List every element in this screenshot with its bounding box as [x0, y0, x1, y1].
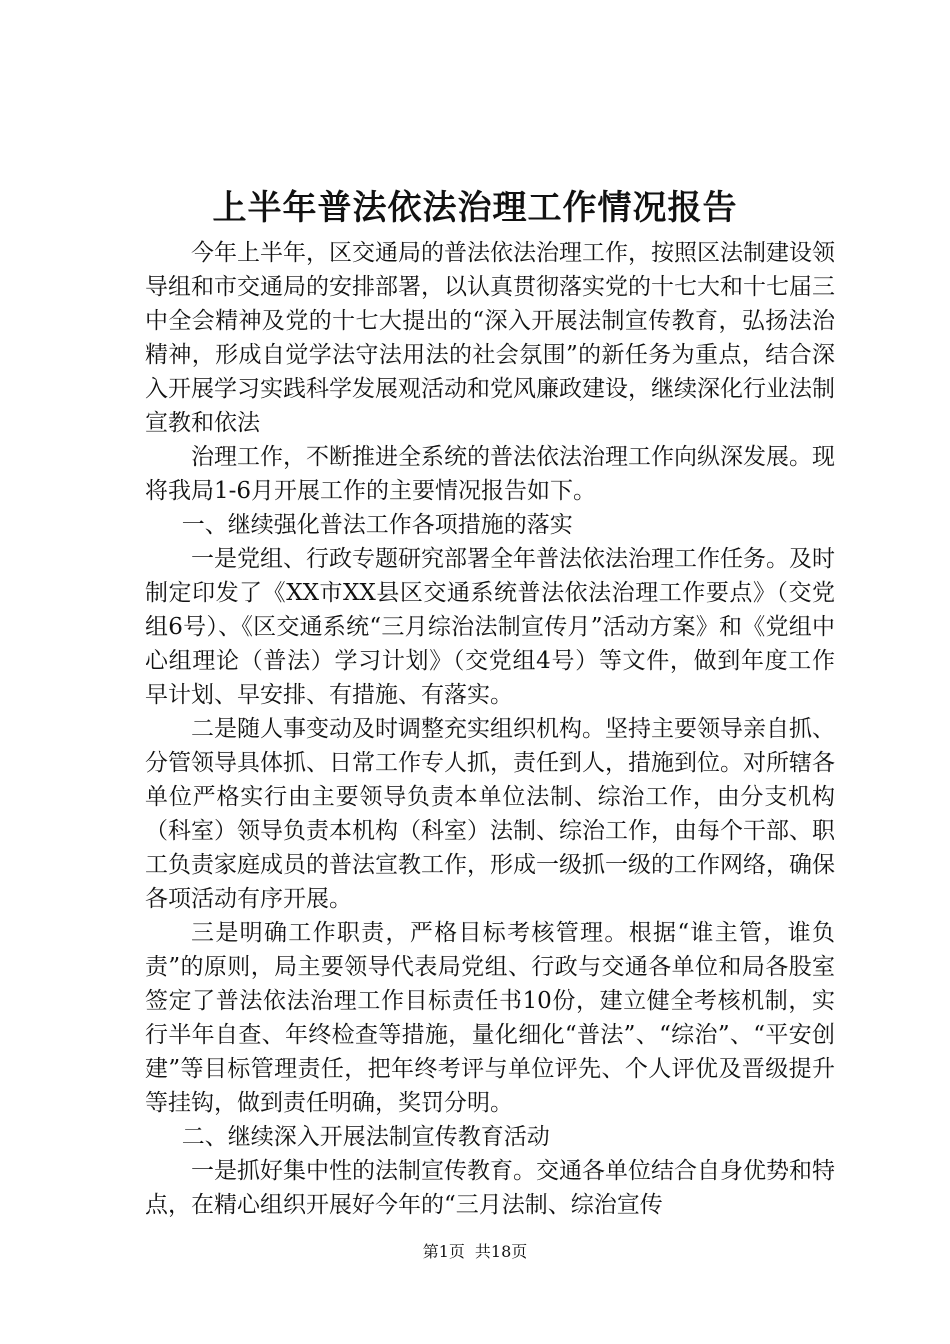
paragraph-section2-point-1: 一是抓好集中性的法制宣传教育。交通各单位结合自身优势和特点，在精心组织开展好今年的“三月法制、综治宣传: [145, 1158, 835, 1218]
paragraph-point-3: 三是明确工作职责，严格目标考核管理。根据“谁主管，谁负责”的原则，局主要领导代表局党组、行政与交通各单位和局各股室签定了普法依法治理工作目标责任书10份，建立健全考核机制，实行半年自查、年终检查等措施，量化细化“普法”、“综治”、“平安创建”等目标管理责任，把年终考评与单位评先、个人评优及晋级提升等挂钩，做到责任明确，奖罚分明。: [145, 920, 835, 1116]
paragraph-intro: 今年上半年，区交通局的普法依法治理工作，按照区法制建设领导组和市交通局的安排部署，以认真贯彻落实党的十七大和十七届三中全会精神及党的十七大提出的“深入开展法制宣传教育，弘扬法治精神，形成自觉学法守法用法的社会氛围”的新任务为重点，结合深入开展学习实践科学发展观活动和党风廉政建设，继续深化行业法制宣教和依法: [145, 240, 835, 436]
document-body: [145, 236, 835, 1222]
paragraph-point-1: 一是党组、行政专题研究部署全年普法依法治理工作任务。及时制定印发了《XX市XX县区交通系统普法依法治理工作要点》（交党组6号）、《区交通系统“三月综治法制宣传月”活动方案》和《党组中心组理论（普法）学习计划》（交党组4号）等文件，做到年度工作早计划、早安排、有措施、有落实。: [145, 546, 835, 708]
section-heading-1: 一、继续强化普法工作各项措施的落实: [181, 512, 573, 538]
section-heading-2: 二、继续深入开展法制宣传教育活动: [181, 1124, 550, 1150]
document-title: 上半年普法依法治理工作情况报告: [212, 188, 738, 228]
page-total: 共18页: [474, 1242, 528, 1261]
paragraph-point-2: 二是随人事变动及时调整充实组织机构。坚持主要领导亲自抓、分管领导具体抓、日常工作专人抓，责任到人，措施到位。对所辖各单位严格实行由主要领导负责本单位法制、综治工作，由分支机构（科室）领导负责本机构（科室）法制、综治工作，由每个干部、职工负责家庭成员的普法宣教工作，形成一级抓一级的工作网络，确保各项活动有序开展。: [145, 716, 835, 912]
page-number: 第1页: [422, 1242, 465, 1261]
page-footer: [0, 1241, 950, 1263]
paragraph-intro-continued: 治理工作，不断推进全系统的普法依法治理工作向纵深发展。现将我局1-6月开展工作的主要情况报告如下。: [145, 444, 835, 504]
